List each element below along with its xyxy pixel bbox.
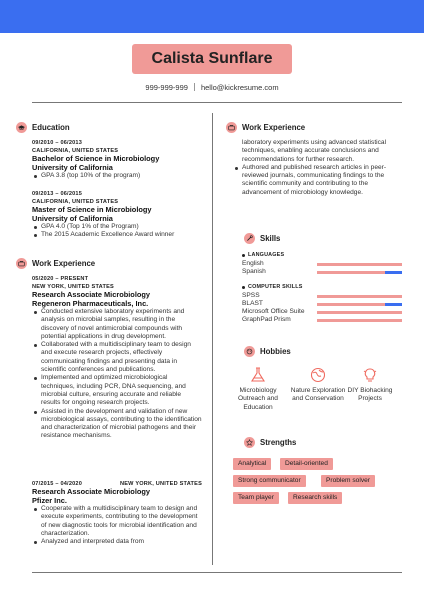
work-continued: [242, 139, 402, 197]
briefcase-icon: [16, 258, 27, 269]
skill-name: Spanish: [242, 268, 266, 276]
job-title: Research Associate Microbiology: [32, 487, 151, 496]
skill-name: BLAST: [242, 300, 263, 308]
school-name: University of California: [32, 213, 113, 223]
entry-bullets: [32, 505, 202, 546]
skill-row: [242, 308, 402, 316]
header-band: [0, 0, 424, 33]
list-item: Collaborated with a multidisciplinary team to design and execute research projects, effectively communicating findings and presenting data in scientific conferences and publications.: [32, 341, 202, 374]
skill-row: [242, 260, 402, 268]
entry-date: 05/2020 – PRESENT: [32, 276, 89, 282]
skills-list: [242, 252, 402, 325]
graduation-cap-icon: [16, 122, 27, 133]
entry-location: CALIFORNIA, UNITED STATES: [32, 148, 119, 154]
education-entry: [32, 140, 202, 180]
strengths-heading: Strengths: [244, 437, 296, 448]
entry-location: NEW YORK, UNITED STATES: [120, 481, 202, 487]
list-item: Authored and published research articles in peer-reviewed journals, communicating findings to the scientific community and contributing to the advancement of microbiology knowledge.: [233, 164, 402, 197]
work-entry: [32, 276, 202, 441]
skill-row: [242, 316, 402, 324]
hobby-label: Microbiology Outreach and Education: [238, 387, 278, 411]
skill-name: Microsoft Office Suite: [242, 308, 305, 316]
contact-divider: [194, 83, 195, 91]
list-item: Implemented and optimized microbiological techniques, including PCR, DNA sequencing, and microbial culture, ensuring accurate and reliable results for ongoing research projects.: [32, 374, 202, 407]
list-item: The 2015 Academic Excellence Award winner: [32, 231, 202, 239]
skill-row: [242, 268, 402, 276]
palette-icon: [244, 346, 255, 357]
hobbies-heading: Hobbies: [244, 346, 291, 357]
column-divider: [212, 113, 213, 565]
candidate-name: Calista Sunflare: [132, 44, 292, 74]
computer-skills-label: COMPUTER SKILLS: [242, 284, 402, 290]
star-icon: [244, 437, 255, 448]
skill-name: GraphPad Prism: [242, 316, 291, 324]
hobby-label: DIY Biohacking Projects: [347, 387, 393, 403]
education-heading: Education: [16, 122, 70, 133]
list-item: Conducted extensive laboratory experiments and analysis on microbial samples, resulting in the discovery of novel antimicrobial compounds with potential applications in drug development.: [32, 308, 202, 341]
skill-row: [242, 292, 402, 300]
hobby-label: Nature Exploration and Conservation: [290, 387, 346, 403]
company-name: Regeneron Pharmaceuticals, Inc.: [32, 298, 149, 308]
hobby-item: [340, 367, 400, 404]
list-item: GPA 4.0 (Top 1% of the Program): [32, 223, 202, 231]
entry-bullets: [233, 164, 402, 197]
footer-divider: [32, 572, 402, 573]
phone-number: 999-999-999: [145, 83, 188, 92]
strength-tag: Analytical: [233, 458, 271, 470]
entry-bullets: [32, 308, 202, 441]
school-name: University of California: [32, 162, 113, 172]
list-item: Cooperate with a multidisciplinary team to design and execute experiments, contributing to the development of new diagnostic tools for microbial identification and characterization.: [32, 505, 202, 538]
strength-tag: Strong communicator: [233, 475, 306, 487]
briefcase-icon: [226, 122, 237, 133]
globe-icon: [309, 367, 327, 383]
skill-row: [242, 300, 402, 308]
skill-level-bar: [317, 319, 402, 322]
degree-title: Bachelor of Science in Microbiology: [32, 154, 160, 163]
work-entry: [32, 481, 202, 546]
company-name: Pfizer Inc.: [32, 495, 67, 505]
strength-tag: Detail-oriented: [280, 458, 333, 470]
job-title: Research Associate Microbiology: [32, 290, 151, 299]
skill-level-bar: [317, 303, 402, 306]
strength-tag: Team player: [233, 492, 279, 504]
strength-tag: Problem solver: [321, 475, 375, 487]
entry-date: 09/2013 – 06/2015: [32, 191, 83, 197]
entry-location: NEW YORK, UNITED STATES: [32, 284, 114, 290]
continued-text: laboratory experiments using advanced statistical techniques, enabling accurate conclusions and recommendations for further research.: [242, 139, 387, 163]
skill-level-fill: [385, 303, 402, 306]
hobby-item: [228, 367, 288, 412]
skill-level-fill: [385, 271, 402, 274]
email-address: hello@kickresume.com: [200, 83, 279, 92]
entry-bullets: [32, 223, 202, 240]
header-divider: [32, 102, 402, 103]
degree-title: Master of Science in Microbiology: [32, 205, 152, 214]
entry-bullets: [32, 172, 202, 180]
entry-location: CALIFORNIA, UNITED STATES: [32, 199, 119, 205]
skills-heading: Skills: [244, 233, 280, 244]
list-item: Analyzed and interpreted data from: [32, 538, 202, 546]
hobby-item: [288, 367, 348, 404]
list-item: GPA 3.8 (top 10% of the program): [32, 172, 202, 180]
tools-icon: [244, 233, 255, 244]
skill-name: English: [242, 260, 264, 267]
skill-level-bar: [317, 271, 402, 274]
work-experience-heading: Work Experience: [16, 258, 95, 269]
work-experience-continued-heading: Work Experience: [226, 122, 305, 133]
skill-level-bar: [317, 263, 402, 266]
strength-tag: Research skills: [288, 492, 342, 504]
entry-date: 07/2015 – 04/2020: [32, 481, 83, 487]
languages-label: LANGUAGES: [242, 252, 402, 258]
list-item: Assisted in the development and validation of new microbiological assays, contributing to the identification and characterization of microbial pathogens and their resistance mechanisms.: [32, 408, 202, 441]
education-entry: [32, 191, 202, 240]
skill-level-bar: [317, 311, 402, 314]
lightbulb-icon: [361, 367, 379, 383]
entry-date: 09/2010 – 06/2013: [32, 140, 83, 146]
contact-line: [0, 83, 424, 92]
skill-name: SPSS: [242, 292, 260, 300]
flask-icon: [249, 367, 267, 383]
skill-level-bar: [317, 295, 402, 298]
